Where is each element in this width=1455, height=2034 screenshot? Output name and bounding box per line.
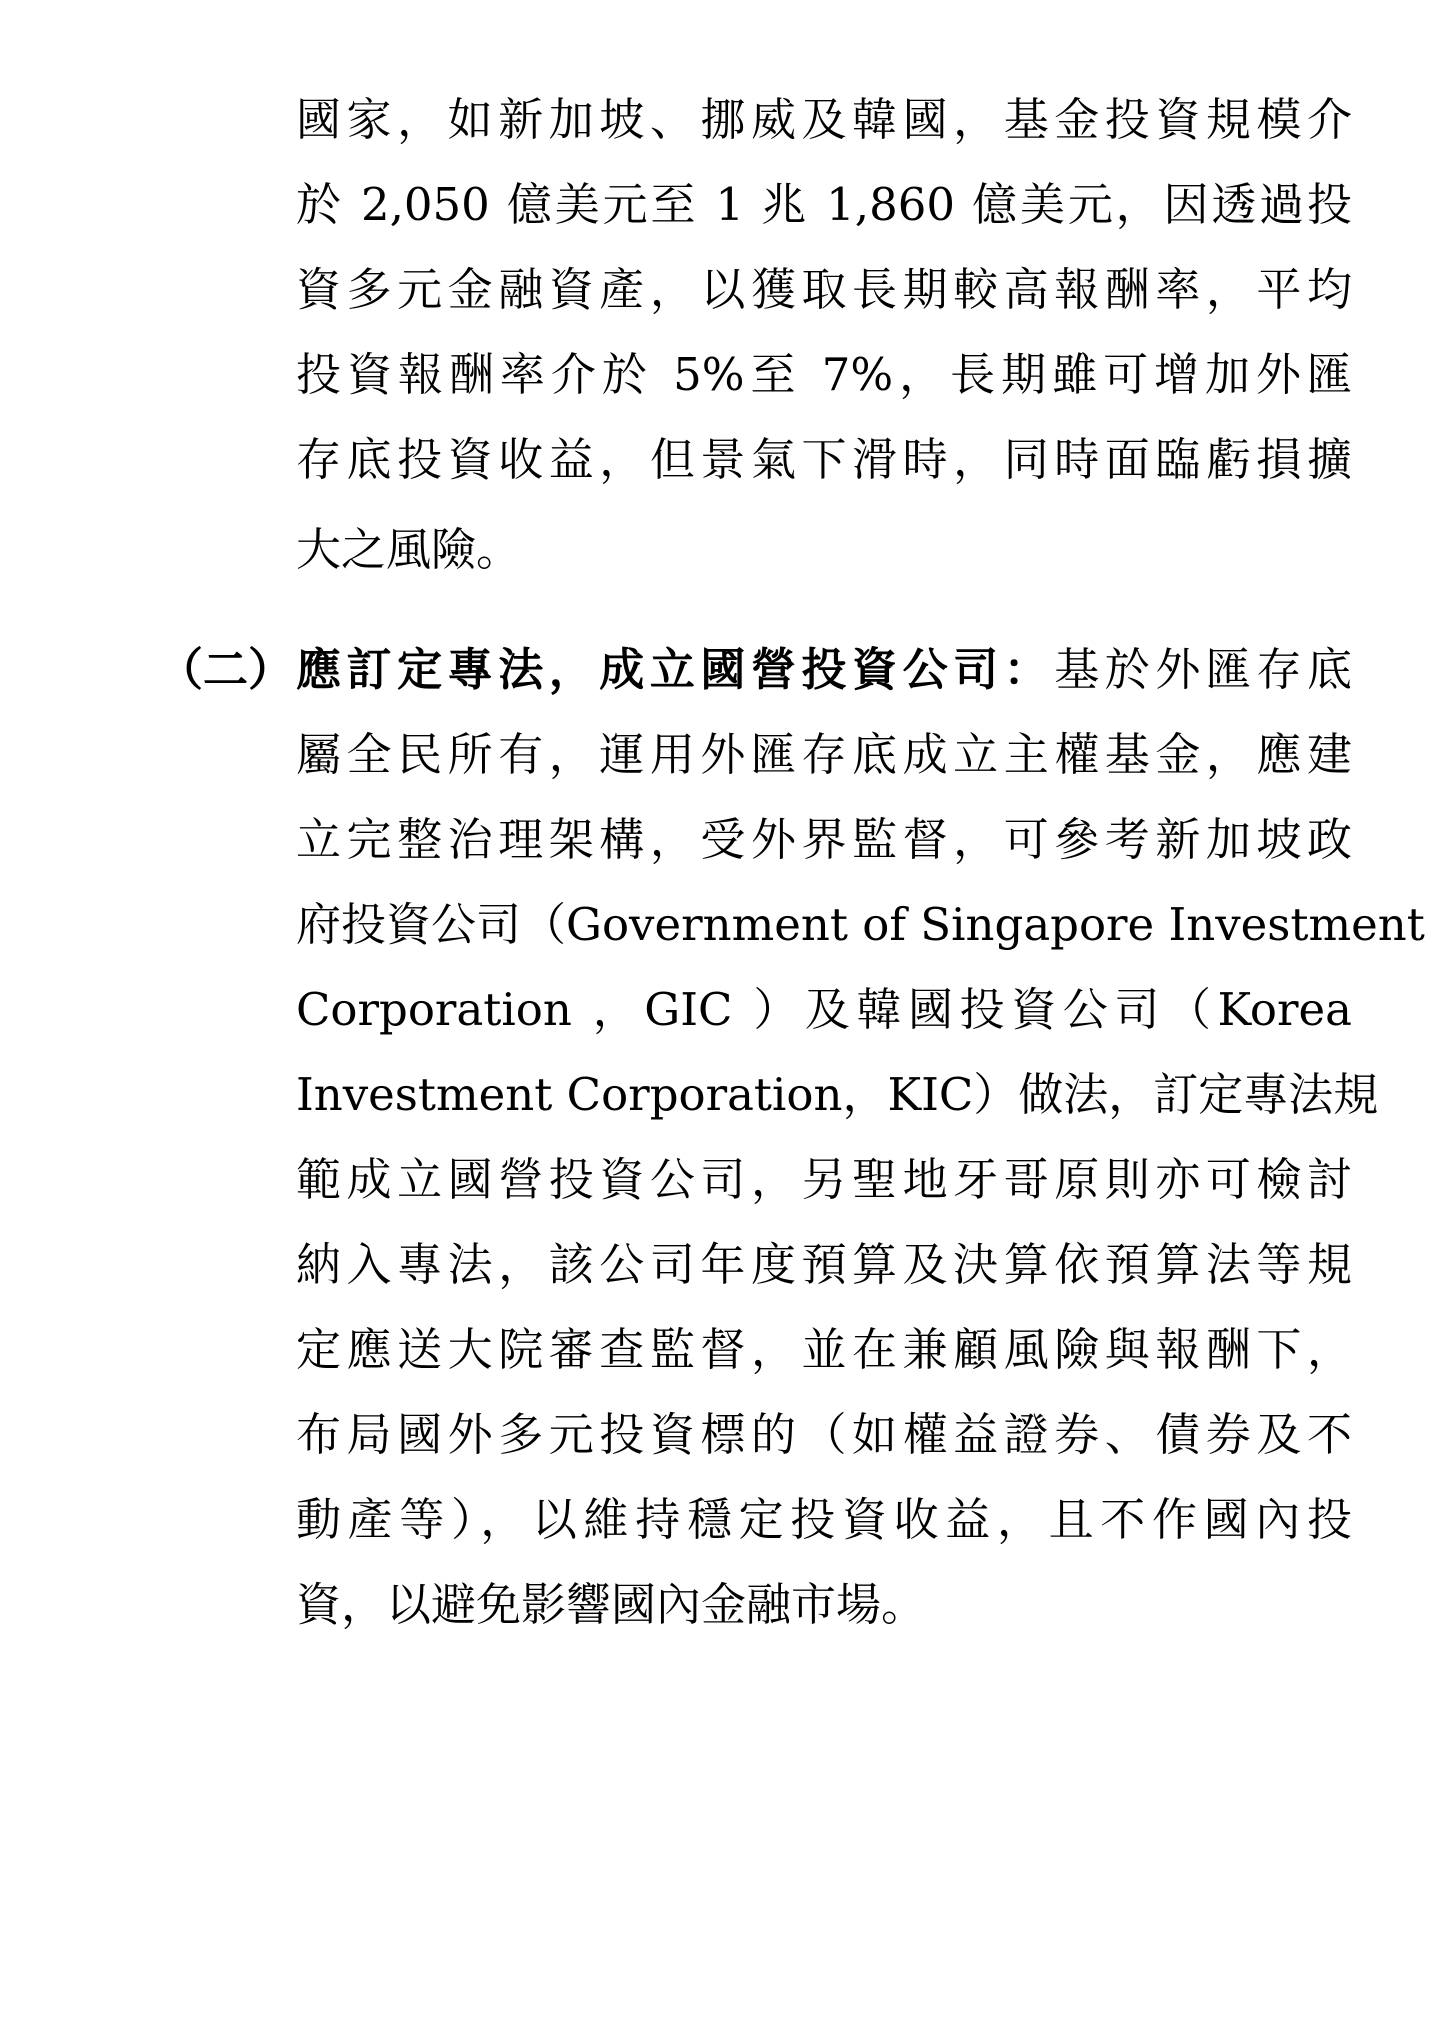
section2-first-line bbox=[296, 635, 1352, 705]
section2-line: 立完整治理架構，受外界監督，可參考新加坡政 bbox=[296, 813, 1352, 866]
paragraph1-line: 於 2,050 億美元至 1 兆 1,860 億美元，因透過投 bbox=[296, 178, 1352, 231]
section2-line: 定應送大院審查監督，並在兼顧風險與報酬下， bbox=[296, 1323, 1352, 1376]
section2-line: Corporation ，GIC ）及韓國投資公司（Korea bbox=[296, 983, 1352, 1036]
paragraph1-line: 存底投資收益，但景氣下滑時，同時面臨虧損擴 bbox=[296, 433, 1352, 486]
section-number: （二） bbox=[158, 643, 294, 696]
section2-line: 納入專法，該公司年度預算及決算依預算法等規 bbox=[296, 1238, 1352, 1291]
section2-line: 動產等），以維持穩定投資收益，且不作國內投 bbox=[296, 1493, 1352, 1546]
section-heading-continuation: 基於外匯存底 bbox=[1054, 643, 1352, 696]
section2-line: 資，以避免影響國內金融市場。 bbox=[296, 1578, 927, 1631]
paragraph1-line: 資多元金融資產，以獲取長期較高報酬率，平均 bbox=[296, 263, 1352, 316]
section2-line: 布局國外多元投資標的（如權益證券、債券及不 bbox=[296, 1408, 1352, 1461]
section2-line: Investment Corporation，KIC）做法，訂定專法規 bbox=[296, 1068, 1379, 1121]
section2-line: 範成立國營投資公司，另聖地牙哥原則亦可檢討 bbox=[296, 1153, 1352, 1206]
paragraph1-line: 投資報酬率介於 5%至 7%，長期雖可增加外匯 bbox=[296, 348, 1352, 401]
section-heading: 應訂定專法，成立國營投資公司： bbox=[296, 643, 1055, 696]
paragraph1-line: 國家，如新加坡、挪威及韓國，基金投資規模介 bbox=[296, 93, 1352, 146]
section2-line: 府投資公司（Government of Singapore Investment bbox=[296, 898, 1425, 951]
section2-line: 屬全民所有，運用外匯存底成立主權基金，應建 bbox=[296, 728, 1352, 781]
paragraph1-line: 大之風險。 bbox=[296, 523, 522, 576]
